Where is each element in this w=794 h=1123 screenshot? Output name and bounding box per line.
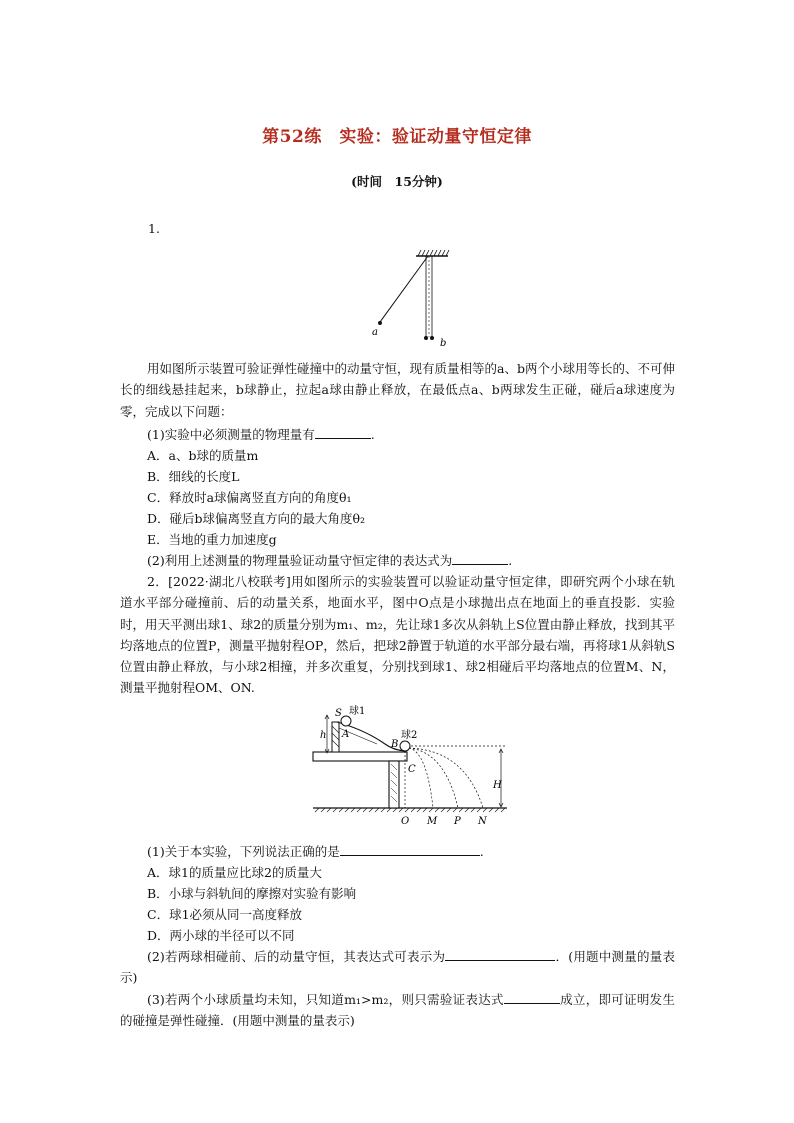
- ramp-post: [332, 722, 339, 752]
- pendulum-figure: [360, 247, 450, 349]
- q2-option-b: B．小球与斜轨间的摩擦对实验有影响: [147, 886, 357, 901]
- label-ball2: 球2: [401, 730, 418, 741]
- label-a: a: [372, 327, 378, 338]
- label-N: N: [478, 816, 487, 827]
- q2-option-a: A．球1的质量应比球2的质量大: [147, 865, 322, 880]
- q1-option-d: D．碰后b球偏离竖直方向的最大角度θ₂: [147, 511, 366, 526]
- label-C: C: [408, 764, 416, 775]
- label-O: O: [401, 816, 410, 827]
- answer-blank[interactable]: [315, 426, 371, 439]
- table-leg: [389, 761, 399, 808]
- q2-part2: (2)若两球相碰前、后的动量守恒，其表达式可表示为 ．(用题中测量的量表示): [120, 949, 675, 986]
- label-P: P: [454, 816, 461, 827]
- answer-blank[interactable]: [340, 843, 480, 856]
- label-b: b: [440, 338, 447, 349]
- q2-part1: (1)关于本实验，下列说法正确的是 .: [147, 844, 484, 859]
- trajectory-M: [409, 748, 433, 808]
- trajectory-N: [409, 748, 483, 808]
- ball-b: [430, 336, 434, 340]
- q1-option-c: C．释放时a球偏离竖直方向的角度θ₁: [147, 490, 352, 505]
- q1-option-b: B．细线的长度L: [147, 469, 240, 484]
- label-S: S: [335, 708, 342, 719]
- q1-option-a: A．a、b球的质量m: [147, 448, 259, 463]
- q2-option-c: C．球1必须从同一高度释放: [147, 907, 303, 922]
- q2-part3: (3)若两个小球质量均未知，只知道m₁>m₂，则只需验证表达式 成立，即可证明发生的碰撞是弹性碰撞．(用题中测量的量表示): [120, 992, 675, 1029]
- label-h: h: [320, 730, 327, 741]
- string-a: [380, 256, 428, 322]
- answer-blank[interactable]: [445, 948, 555, 961]
- question-1-stem: 用如图所示装置可验证弹性碰撞中的动量守恒，现有质量相等的a、b两个小球用等长的、不可伸长的细线悬挂起来，b球静止，拉起a球由静止释放，在最低点a、b两球发生正碰，碰后a球速度为零，完成以下问题：: [120, 361, 675, 419]
- answer-blank[interactable]: [452, 552, 508, 565]
- q2-option-d: D．两小球的半径可以不同: [147, 928, 295, 943]
- label-ball1: 球1: [349, 706, 366, 717]
- time-limit: (时间 15分钟): [351, 174, 443, 189]
- label-H: H: [493, 780, 502, 791]
- trajectory-P: [409, 748, 458, 808]
- ceiling-hatch: [416, 250, 449, 256]
- ball-at-bottom: [424, 336, 428, 340]
- q1-part1: (1)实验中必须测量的物理量有 .: [147, 427, 375, 442]
- q1-part2: (2)利用上述测量的物理量验证动量守恒定律的表达式为 .: [147, 553, 513, 568]
- label-A: A: [342, 729, 350, 740]
- question-2-stem: 2．[2022·湖北八校联考]用如图所示的实验装置可以验证动量守恒定律，即研究两个小球在轨道水平部分碰撞前、后的动量关系，地面水平，图中O点是小球抛出点在地面上的垂直投影．实验时，用天平测出球1、球2的质量分别为m₁、m₂，先让球1多次从斜轨上S位置由静止释放，找到其平均落地点的位置P，测量平抛射程OP，然后，把球2静置于轨道的水平部分最右端，再将球1从斜轨S位置由静止释放，与小球2相撞，并多次重复，分别找到球1、球2相碰后平均落地点的位置M、N，测量平抛射程OM、ON.: [120, 574, 675, 696]
- collision-apparatus-figure: [305, 700, 515, 830]
- ball-2: [400, 741, 410, 751]
- label-M: M: [427, 816, 438, 827]
- q1-option-e: E．当地的重力加速度g: [147, 532, 277, 547]
- ball-1: [341, 716, 351, 726]
- answer-blank[interactable]: [504, 991, 560, 1004]
- ball-a: [378, 321, 382, 325]
- page-title: 第52练 实验：验证动量守恒定律: [262, 127, 532, 147]
- label-B: B: [391, 739, 399, 750]
- question-1-number: 1.: [148, 221, 160, 236]
